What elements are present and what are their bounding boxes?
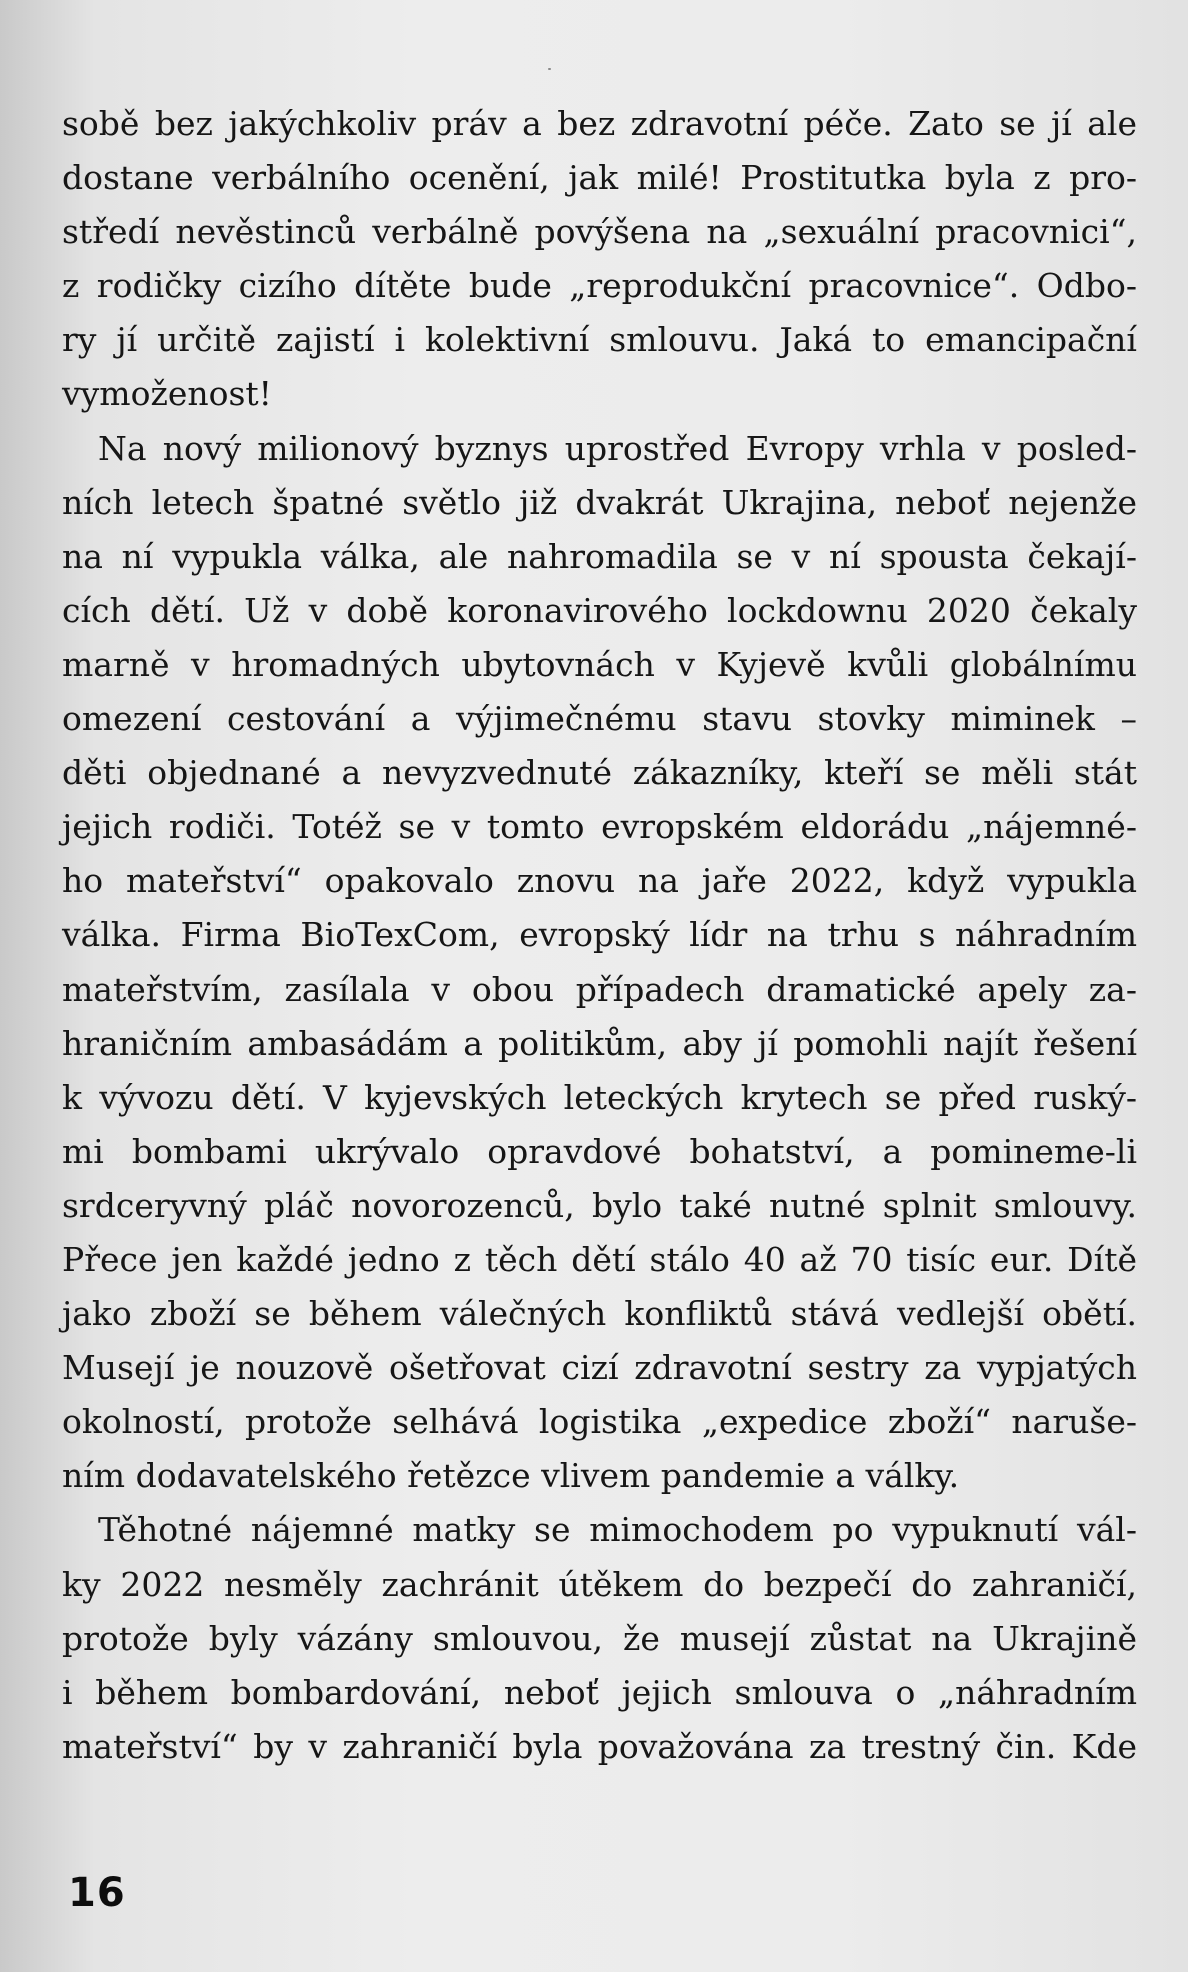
text-line: hraničním ambasádám a politikům, aby jí pomohli najít řešení: [62, 1023, 1137, 1063]
text-line: omezení cestování a výjimečnému stavu stovky miminek –: [62, 699, 1137, 739]
text-line: válka. Firma BioTexCom, evropský lídr na trhu s náhradním: [62, 915, 1137, 955]
text-line: ním dodavatelského řetězce vlivem pandemie a války.: [62, 1456, 960, 1496]
paragraph-3: [62, 1503, 1137, 1773]
text-line: mi bombami ukrývalo opravdové bohatství, a pomineme-li: [62, 1131, 1137, 1171]
text-line: Těhotné nájemné matky se mimochodem po vypuknutí vál-: [98, 1510, 1137, 1550]
text-line: z rodičky cizího dítěte bude „reprodukční pracovnice“. Odbo-: [62, 266, 1137, 306]
page-number: 16: [68, 1870, 126, 1916]
text-line: vymoženost!: [62, 374, 272, 414]
text-line: okolností, protože selhává logistika „expedice zboží“ naruše-: [62, 1402, 1137, 1442]
paragraph-2: [62, 422, 1137, 1504]
text-line: dostane verbálního ocenění, jak milé! Prostitutka byla z pro-: [62, 158, 1137, 198]
text-line: mateřstvím, zasílala v obou případech dramatické apely za-: [62, 969, 1137, 1009]
text-line: Na nový milionový byznys uprostřed Evropy vrhla v posled-: [98, 428, 1137, 468]
paper-speck: [548, 68, 551, 70]
text-line: na ní vypukla válka, ale nahromadila se v ní spousta čekají-: [62, 536, 1137, 576]
text-line: sobě bez jakýchkoliv práv a bez zdravotní péče. Zato se jí ale: [62, 104, 1137, 143]
text-line: protože byly vázány smlouvou, že musejí zůstat na Ukrajině: [62, 1618, 1137, 1658]
text-line: jejich rodiči. Totéž se v tomto evropském eldorádu „nájemné-: [62, 807, 1137, 847]
text-line: i během bombardování, neboť jejich smlouva o „náhradním: [62, 1672, 1137, 1712]
text-line: ry jí určitě zajistí i kolektivní smlouvu. Jaká to emancipační: [62, 320, 1137, 360]
text-line: Musejí je nouzově ošetřovat cizí zdravotní sestry za vypjatých: [62, 1348, 1137, 1388]
text-line: ho mateřství“ opakovalo znovu na jaře 2022, když vypukla: [62, 861, 1137, 901]
text-line: marně v hromadných ubytovnách v Kyjevě kvůli globálnímu: [62, 644, 1137, 684]
text-line: cích dětí. Už v době koronavirového lockdownu 2020 čekaly: [62, 590, 1137, 630]
paragraph-1: [62, 97, 1137, 422]
text-line: středí nevěstinců verbálně povýšena na „sexuální pracovnici“,: [62, 212, 1137, 252]
text-line: ky 2022 nesměly zachránit útěkem do bezpečí do zahraničí,: [62, 1564, 1137, 1604]
body-text: [62, 97, 1137, 1774]
text-line: Přece jen každé jedno z těch dětí stálo 40 až 70 tisíc eur. Dítě: [62, 1239, 1137, 1279]
text-line: děti objednané a nevyzvednuté zákazníky, kteří se měli stát: [62, 753, 1137, 793]
text-line: srdceryvný pláč novorozenců, bylo také nutné splnit smlouvy.: [62, 1185, 1137, 1225]
text-line: mateřství“ by v zahraničí byla považována za trestný čin. Kde: [62, 1726, 1137, 1766]
text-line: ních letech špatné světlo již dvakrát Ukrajina, neboť nejenže: [62, 482, 1137, 522]
text-line: jako zboží se během válečných konfliktů stává vedlejší obětí.: [62, 1294, 1137, 1334]
text-line: k vývozu dětí. V kyjevských leteckých krytech se před ruský-: [62, 1077, 1137, 1117]
